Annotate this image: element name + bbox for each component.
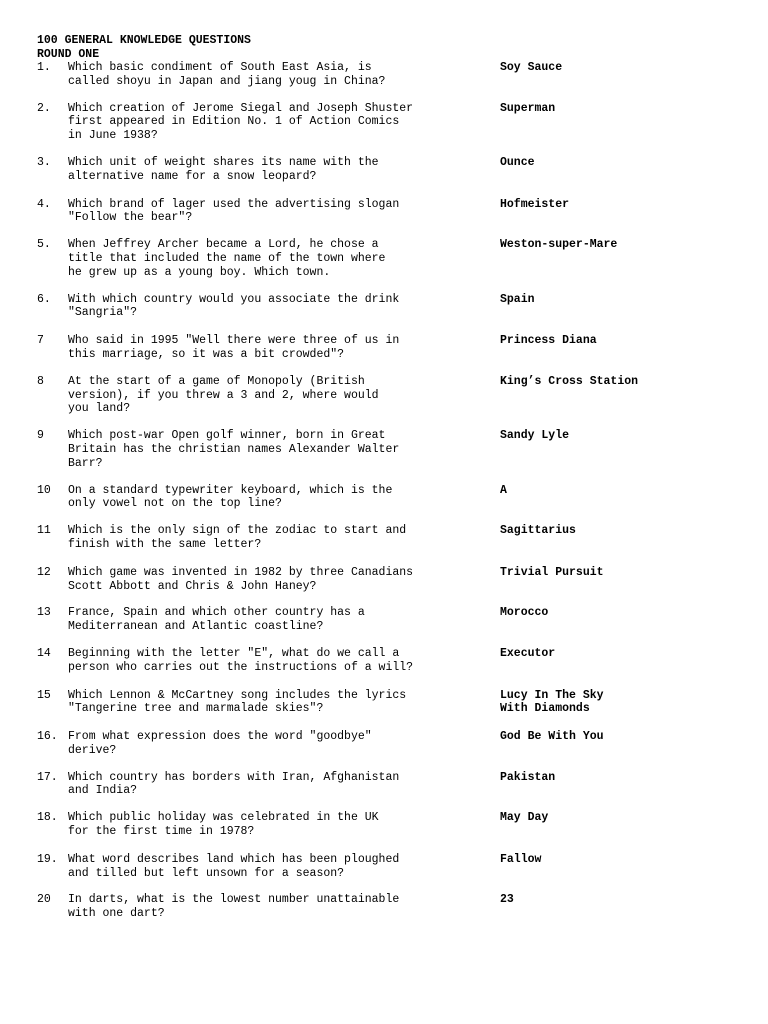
question-text: Who said in 1995 "Well there were three of us in this marriage, so it was a bit crowded"? xyxy=(68,334,400,361)
question-item xyxy=(0,524,768,552)
question-item xyxy=(0,647,768,675)
answer-text: Executor xyxy=(500,646,556,660)
question-item xyxy=(0,156,768,184)
question-text: What word describes land which has been ploughed and tilled but left unsown for a season? xyxy=(68,852,400,880)
question-item xyxy=(0,61,768,89)
question-text: Which public holiday was celebrated in the UK for the first time in 1978? xyxy=(68,811,379,839)
question-item xyxy=(0,375,768,416)
question-number: 5. xyxy=(37,238,51,252)
answer-text: Sagittarius xyxy=(500,524,576,538)
question-item xyxy=(0,811,768,839)
answer-text: 23 xyxy=(500,893,514,907)
question-text: Which basic condiment of South East Asia, is called shoyu in Japan and jiang youg in China? xyxy=(68,61,386,88)
question-item xyxy=(0,730,768,758)
question-item xyxy=(0,293,768,321)
question-number: 8 xyxy=(37,374,44,388)
question-number: 20 xyxy=(37,893,51,907)
question-number: 13 xyxy=(37,606,51,620)
question-text: When Jeffrey Archer became a Lord, he chose a title that included the name of the town where he grew up as a young boy. Which town. xyxy=(68,238,386,279)
question-list xyxy=(0,61,768,921)
question-number: 11 xyxy=(37,524,51,538)
answer-text: Pakistan xyxy=(500,770,556,784)
question-text: Which game was invented in 1982 by three Canadians Scott Abbott and Chris & John Haney? xyxy=(68,565,414,593)
answer-text: Princess Diana xyxy=(500,334,597,348)
question-item xyxy=(0,334,768,362)
question-number: 17. xyxy=(37,770,58,784)
question-number: 3. xyxy=(37,155,51,169)
question-number: 7 xyxy=(37,334,44,348)
question-text: Which is the only sign of the zodiac to start and finish with the same letter? xyxy=(68,524,407,551)
round-title: ROUND ONE xyxy=(37,47,100,61)
question-text: On a standard typewriter keyboard, which is the only vowel not on the top line? xyxy=(68,483,393,511)
question-item xyxy=(0,771,768,799)
question-text: France, Spain and which other country has a Mediterranean and Atlantic coastline? xyxy=(68,606,365,634)
question-number: 18. xyxy=(37,811,58,825)
document-title: 100 GENERAL KNOWLEDGE QUESTIONS xyxy=(37,34,251,47)
question-number: 15 xyxy=(37,688,51,702)
question-item xyxy=(0,566,768,594)
question-item xyxy=(0,689,768,717)
question-text: At the start of a game of Monopoly (British version), if you threw a 3 and 2, where would you land? xyxy=(68,374,379,416)
answer-text: May Day xyxy=(500,811,549,825)
question-text: Which Lennon & McCartney song includes the lyrics "Tangerine tree and marmalade skies"? xyxy=(68,688,407,716)
question-number: 19. xyxy=(37,852,58,866)
question-item xyxy=(0,893,768,921)
answer-text: Superman xyxy=(500,101,556,115)
question-item xyxy=(0,198,768,226)
answer-text: A xyxy=(500,483,507,497)
answer-text: Spain xyxy=(500,292,535,306)
answer-text: Fallow xyxy=(500,852,542,866)
question-item xyxy=(0,429,768,470)
question-number: 1. xyxy=(37,61,51,74)
answer-text: Morocco xyxy=(500,606,549,620)
question-item xyxy=(0,484,768,512)
answer-text: Trivial Pursuit xyxy=(500,565,604,579)
answer-text: King’s Cross Station xyxy=(500,374,639,388)
answer-text: God Be With You xyxy=(500,730,604,744)
question-item xyxy=(0,606,768,634)
question-number: 2. xyxy=(37,101,51,115)
question-number: 10 xyxy=(37,483,51,497)
question-text: Which country has borders with Iran, Afghanistan and India? xyxy=(68,770,400,798)
question-number: 6. xyxy=(37,292,51,306)
question-item xyxy=(0,102,768,143)
question-text: Which unit of weight shares its name with the alternative name for a snow leopard? xyxy=(68,155,379,183)
question-text: From what expression does the word "goodbye" derive? xyxy=(68,730,372,757)
question-text: With which country would you associate the drink "Sangria"? xyxy=(68,292,400,320)
answer-text: Soy Sauce xyxy=(500,61,563,74)
question-text: Which creation of Jerome Siegal and Joseph Shuster first appeared in Edition No. 1 of Action Comics in June 1938? xyxy=(68,101,414,143)
question-number: 12 xyxy=(37,565,51,579)
question-item xyxy=(0,238,768,279)
question-item xyxy=(0,853,768,881)
answer-text: Sandy Lyle xyxy=(500,429,570,443)
question-text: Which brand of lager used the advertising slogan "Follow the bear"? xyxy=(68,197,400,225)
question-number: 4. xyxy=(37,197,51,211)
answer-text: Lucy In The Sky With Diamonds xyxy=(500,688,604,716)
question-text: Which post-war Open golf winner, born in Great Britain has the christian names Alexander Walter Barr? xyxy=(68,429,400,470)
question-text: In darts, what is the lowest number unattainable with one dart? xyxy=(68,893,400,921)
question-number: 16. xyxy=(37,730,58,744)
question-number: 14 xyxy=(37,646,51,660)
answer-text: Hofmeister xyxy=(500,197,570,211)
question-number: 9 xyxy=(37,429,44,443)
document-header xyxy=(37,34,251,62)
answer-text: Weston-super-Mare xyxy=(500,238,618,252)
question-text: Beginning with the letter "E", what do we call a person who carries out the instructions of a will? xyxy=(68,646,414,674)
answer-text: Ounce xyxy=(500,155,535,169)
